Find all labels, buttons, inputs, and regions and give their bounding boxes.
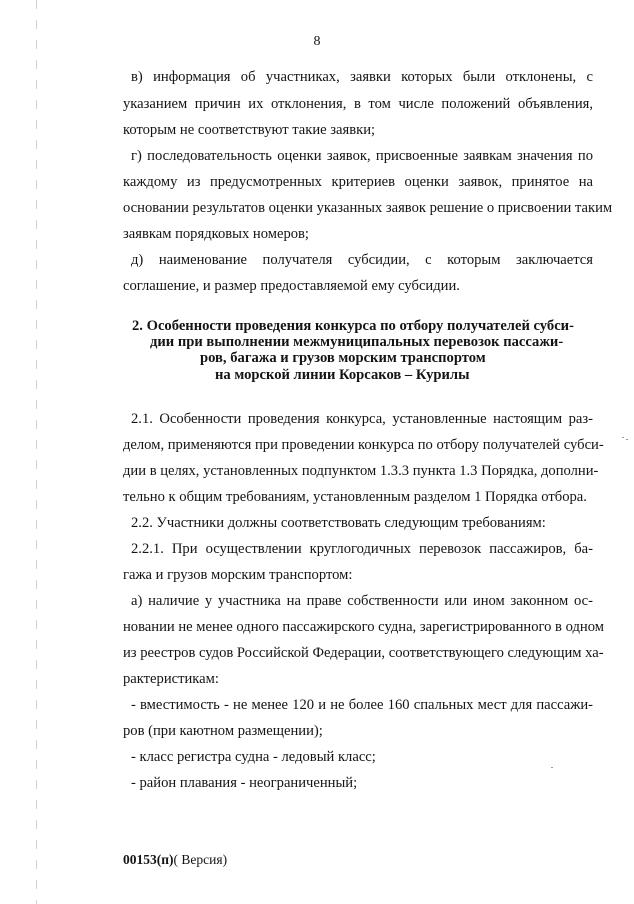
bullet-ice-class: - класс регистра судна - ледовый класс; xyxy=(131,749,376,765)
paragraph-2-1-line-2: делом, применяются при проведении конкурса по отбору получателей субси- xyxy=(123,437,604,453)
paragraph-d-line-2: соглашение, и размер предоставляемой ему субсидии. xyxy=(123,278,460,294)
scan-speck xyxy=(622,437,624,438)
paragraph-2-1-line-4: тельно к общим требованиям, установленным разделом 1 Порядка отбора. xyxy=(123,489,587,505)
paragraph-d-line-1: д) наименование получателя субсидии, с которым заключается xyxy=(131,252,593,268)
paragraph-g-line-1: г) последовательность оценки заявок, присвоенные заявкам значения по xyxy=(131,148,593,164)
paragraph-2-2-1-line-1: 2.2.1. При осуществлении круглогодичных перевозок пассажиров, ба- xyxy=(131,541,593,557)
paragraph-a-line-4: рактеристикам: xyxy=(123,671,219,687)
scan-speck xyxy=(626,439,628,440)
page-number: 8 xyxy=(313,34,321,49)
bullet-navigation-area: - район плавания - неограниченный; xyxy=(131,775,358,791)
paragraph-v-line-2: указанием причин их отклонения, в том числе положений объявления, xyxy=(123,96,593,112)
paragraph-a-line-3: из реестров судов Российской Федерации, соответствующего следующим ха- xyxy=(123,645,604,661)
left-edge-scan-mark xyxy=(36,0,37,904)
paragraph-a-line-2: новании не менее одного пассажирского судна, зарегистрированного в одном xyxy=(123,619,604,635)
section-heading-line-3: ров, багажа и грузов морским транспортом xyxy=(200,350,486,366)
section-heading-line-1: 2. Особенности проведения конкурса по отбору получателей субси- xyxy=(132,318,574,334)
paragraph-v-line-3: которым не соответствуют такие заявки; xyxy=(123,122,376,138)
paragraph-2-2-1-line-2: гажа и грузов морским транспортом: xyxy=(123,567,353,583)
section-heading-line-2: дии при выполнении межмуниципальных перевозок пассажи- xyxy=(150,334,564,350)
footer-code: 00153(п) xyxy=(123,852,174,867)
bullet-capacity-line-2: ров (при каютном размещении); xyxy=(123,723,323,739)
document-footer xyxy=(123,852,227,868)
footer-version: ( Версия) xyxy=(173,852,228,867)
paragraph-2-1-line-3: дии в целях, установленных подпунктом 1.3.3 пункта 1.3 Порядка, дополни- xyxy=(123,463,599,479)
bullet-capacity-line-1: - вместимость - не менее 120 и не более 160 спальных мест для пассажи- xyxy=(131,697,593,713)
paragraph-g-line-2: каждому из предусмотренных критериев оценки заявок, принятое на xyxy=(123,174,593,190)
paragraph-2-2: 2.2. Участники должны соответствовать следующим требованиям: xyxy=(131,515,546,531)
paragraph-a-line-1: а) наличие у участника на праве собственности или ином законном ос- xyxy=(131,593,593,609)
paragraph-v-line-1: в) информация об участниках, заявки которых были отклонены, с xyxy=(131,69,593,85)
paragraph-g-line-3: основании результатов оценки указанных заявок решение о присвоении таким xyxy=(123,200,613,216)
paragraph-2-1-line-1: 2.1. Особенности проведения конкурса, установленные настоящим раз- xyxy=(131,411,593,427)
section-heading-line-4: на морской линии Корсаков – Курилы xyxy=(215,367,470,383)
scan-speck xyxy=(551,767,553,768)
paragraph-g-line-4: заявкам порядковых номеров; xyxy=(123,226,309,242)
